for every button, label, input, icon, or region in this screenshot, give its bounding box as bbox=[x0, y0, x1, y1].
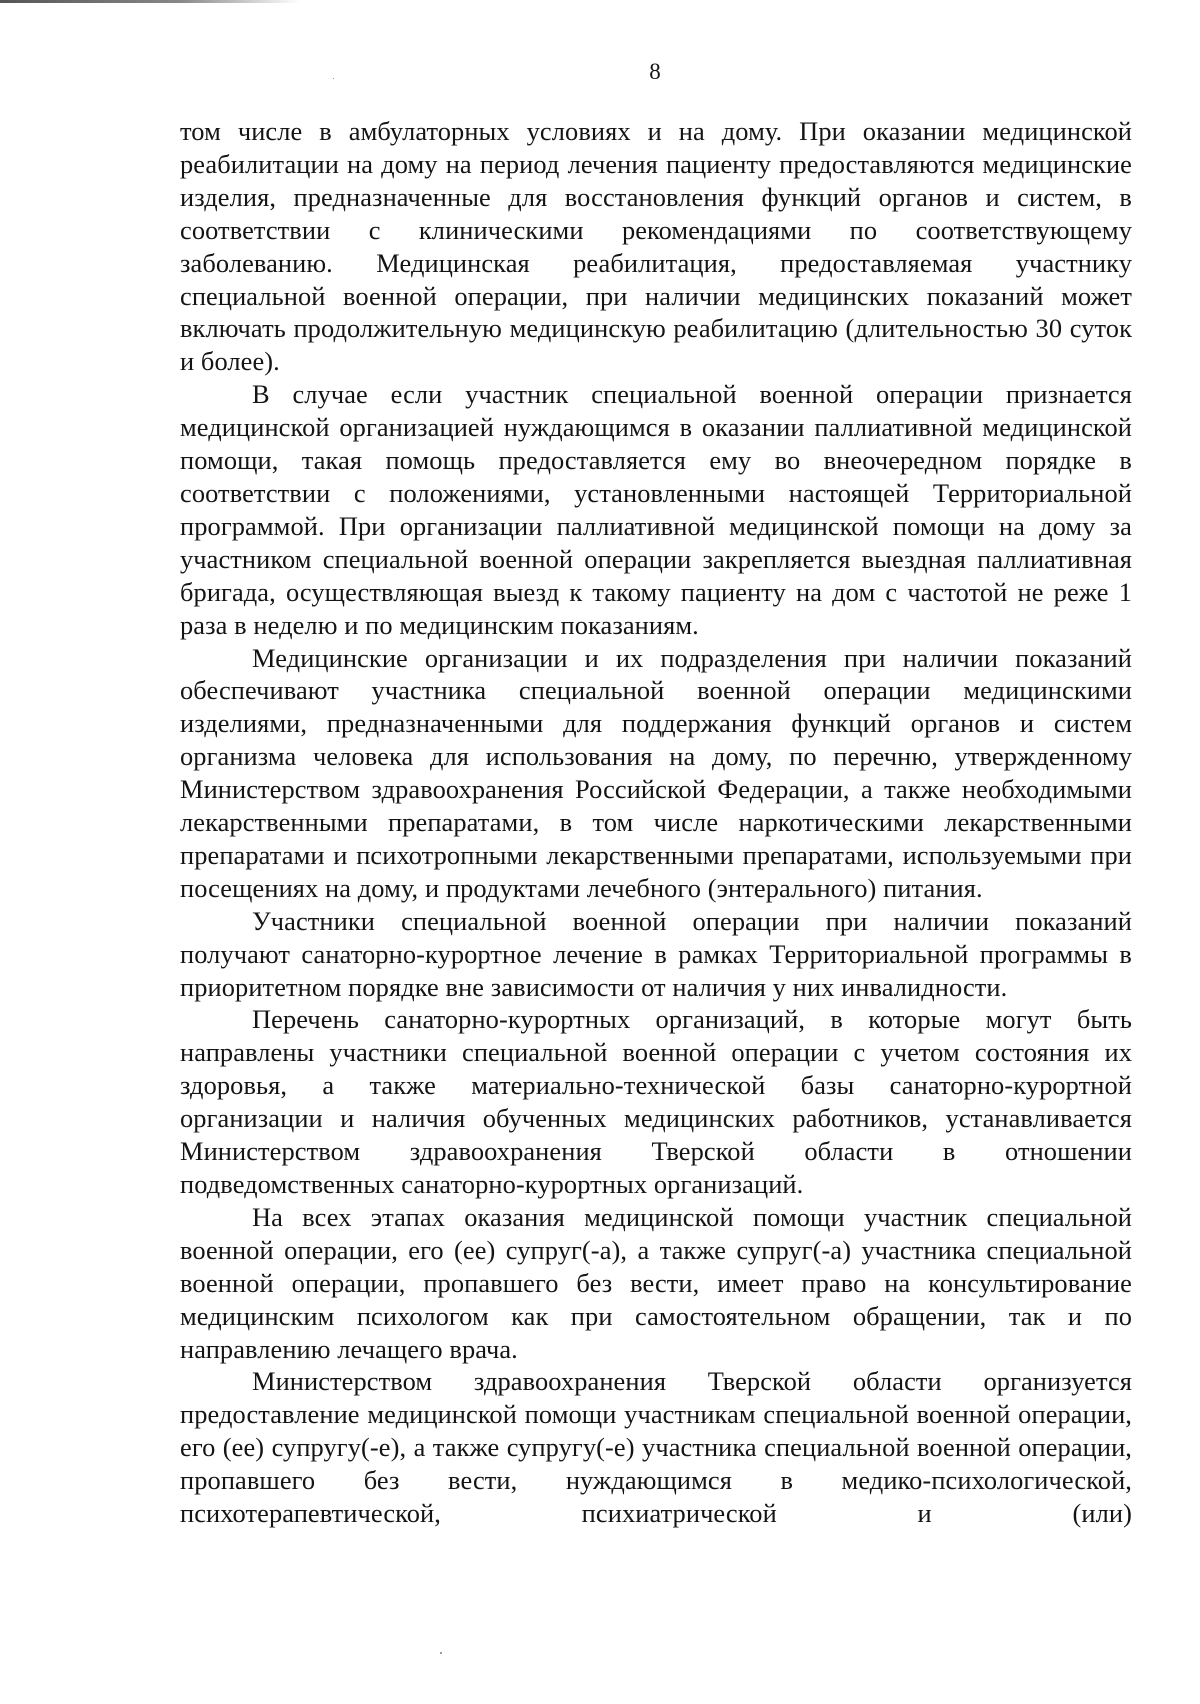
page-number: 8 bbox=[649, 59, 661, 84]
scan-speck bbox=[333, 78, 334, 79]
paragraph-palliative-care: В случае если участник специальной военной операции признается медицинской организацией нуждающимся в оказании паллиативной медицинской помощи, такая помощь предоставляется ему во внеочередном порядке в соответствии с положениями, установленными настоящей Территориальной программой. При организации паллиативной медицинской помощи на дому за участником специальной военной операции закрепляется выездная паллиативная бригада, осуществляющая выезд к такому пациенту на дом с частотой не реже 1 раза в неделю и по медицинским показаниям. bbox=[180, 379, 1132, 640]
paragraph-psychological-care: Министерством здравоохранения Тверской области организуется предоставление медицинской помощи участникам специальной военной операции, его (ее) супругу(-е), а также супругу(-е) участника специальной военной операции, пропавшего без вести, нуждающимся в медико-психологической, психотерапевтической, психиатрической и (или) bbox=[180, 1366, 1132, 1529]
paragraph-sanatorium-treatment: Участники специальной военной операции при наличии показаний получают санаторно-курортное лечение в рамках Территориальной программы в приоритетном порядке вне зависимости от наличия у них инвалидности. bbox=[180, 905, 1132, 1002]
scan-edge-mark bbox=[0, 0, 300, 3]
paragraph-sanatorium-list: Перечень санаторно-курортных организаций, в которые могут быть направлены участники специальной военной операции с учетом состояния их здоровья, а также материально-технической базы санаторно-курортной организации и наличия обученных медицинских работников, устанавливается Министерством здравоохранения Тверской области в отношении подведомственных санаторно-курортных организаций. bbox=[180, 1004, 1132, 1199]
paragraph-medical-devices: Медицинские организации и их подразделения при наличии показаний обеспечивают участника специальной военной операции медицинскими изделиями, предназначенными для поддержания функций органов и систем организма человека для использования на дому, по перечню, утвержденному Министерством здравоохранения Российской Федерации, а также необходимыми лекарственными препаратами, в том числе наркотическими лекарственными препаратами и психотропными лекарственными препаратами, используемыми при посещениях на дому, и продуктами лечебного (энтерального) питания. bbox=[180, 642, 1132, 903]
paragraph-rehabilitation: том числе в амбулаторных условиях и на дому. При оказании медицинской реабилитации на дому на период лечения пациенту предоставляются медицинские изделия, предназначенные для восстановления функций органов и систем, в соответствии с клиническими рекомендациями по соответствующему заболеванию. Медицинская реабилитация, предоставляемая участнику специальной военной операции, при наличии медицинских показаний может включать продолжительную медицинскую реабилитацию (длительностью 30 суток и более). bbox=[180, 116, 1132, 377]
document-body bbox=[180, 115, 1132, 1530]
scan-speck bbox=[440, 1652, 442, 1654]
paragraph-psychologist-consultation: На всех этапах оказания медицинской помощи участник специальной военной операции, его (ее) супруг(-а), а также супруг(-а) участника специальной военной операции, пропавшего без вести, имеет право на консультирование медицинским психологом как при самостоятельном обращении, так и по направлению лечащего врача. bbox=[180, 1201, 1132, 1364]
